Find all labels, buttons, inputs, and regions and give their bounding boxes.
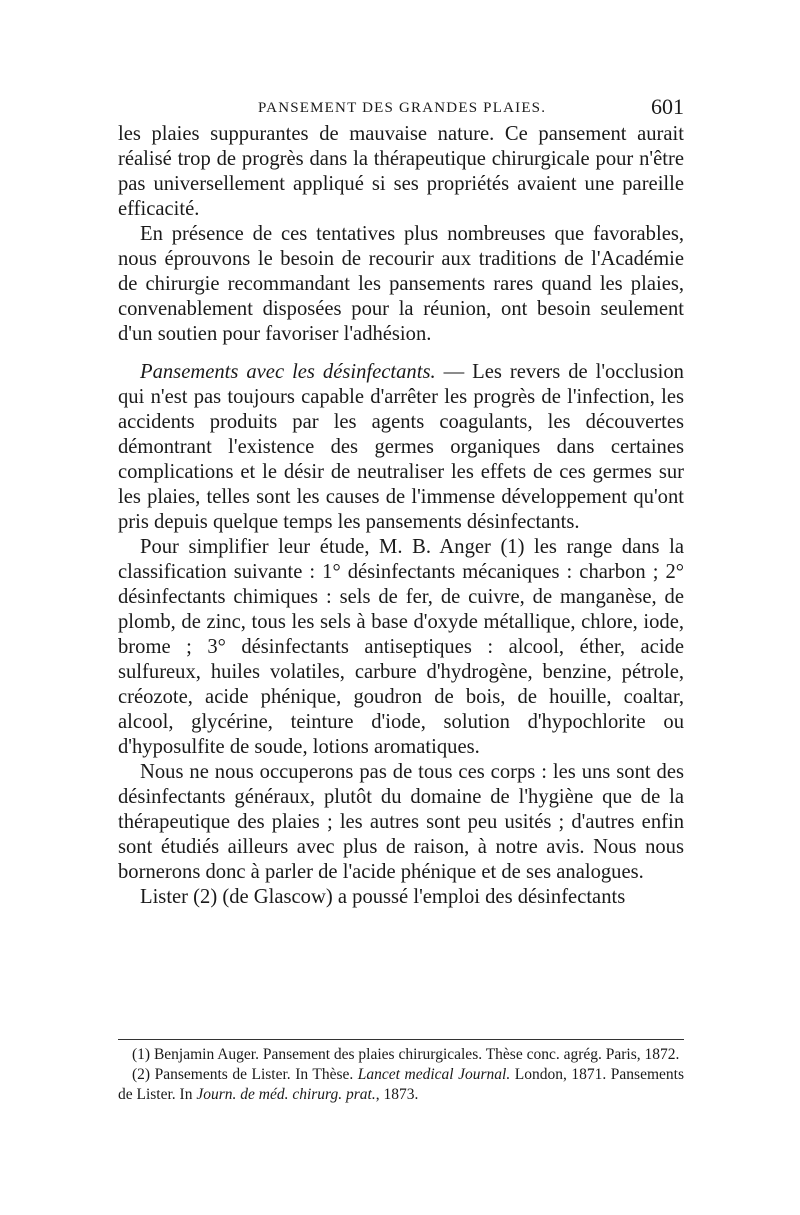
section-heading: Pansements avec les désinfectants. [140,361,436,383]
paragraph-2: En présence de ces tentatives plus nombreuses que favorables, nous éprouvons le besoin de recourir aux traditions de l'Académie de chirurgie recommandant les pansements rares quand les plaies, convenablement disposées pour la réunion, ont besoin seulement d'un soutien pour favoriser l'adhésion. [118,223,684,345]
footnote-divider [118,1039,684,1040]
paragraph-3 [118,360,684,535]
paragraph-5: Nous ne nous occuperons pas de tous ces corps : les uns sont des désinfectants généraux, plutôt du domaine de l'hygiène que de la thérapeutique des plaies ; les autres sont peu usités ; d'autres enfin sont étudiés ailleurs avec plus de raison, à notre avis. Nous nous bornerons donc à parler de l'acide phénique et de ses analogues. [118,761,684,883]
footnote-2-part-a: (2) Pansements de Lister. In Thèse. [132,1066,358,1083]
paragraph-4: Pour simplifier leur étude, M. B. Anger (1) les range dans la classification suivante : 1° désinfectants mécaniques : charbon ; 2° désinfectants chimiques : sels de fer, de cuivre, de manganèse, de plomb, de zinc, tous les sels à base d'oxyde métallique, chlore, iode, brome ; 3° désinfectants antiseptiques : alcool, éther, acide sulfureux, huiles volatiles, carbure d'hydrogène, benzine, pétrole, créozote, acide phénique, goudron de bois, de houille, coaltar, alcool, glycérine, teinture d'iode, solution d'hypochlorite ou d'hyposulfite de soude, lotions aromatiques. [118,536,684,758]
footnote-2-part-c: London, 1871. Pansements de Lister. In [118,1066,684,1103]
footnote-2-journal-2: Journ. de méd. chirurg. prat. [196,1086,376,1103]
body-text [118,122,684,910]
page-header [118,94,684,121]
running-title: PANSEMENT DES GRANDES PLAIES. [258,100,547,116]
footnote-2 [118,1065,684,1105]
footnote-2-journal-1: Lancet medical Journal. [357,1066,511,1083]
page-number: 601 [651,94,684,119]
paragraph-6: Lister (2) (de Glascow) a poussé l'emploi des désinfectants [140,886,626,908]
paragraph-3-text: — Les revers de l'occlusion qui n'est pas toujours capable d'arrêter les progrès de l'infection, les accidents produits par les agents coagulants, les découvertes démontrant l'existence des germes organiques dans certaines complications et le désir de neutraliser les effets de ces germes sur les plaies, telles sont les causes de l'immense développement qu'ont pris depuis quelque temps les pansements désinfectants. [118,361,684,533]
footnote-1: (1) Benjamin Auger. Pansement des plaies chirurgicales. Thèse conc. agrég. Paris, 1872. [132,1046,680,1063]
footnotes [118,1045,684,1105]
footnote-2-part-e: , 1873. [375,1086,419,1103]
paragraph-1: les plaies suppurantes de mauvaise nature. Ce pansement aurait réalisé trop de progrès dans la thérapeutique chirurgicale pour n'être pas universellement appliqué si ses propriétés avaient une pareille efficacité. [118,123,684,220]
